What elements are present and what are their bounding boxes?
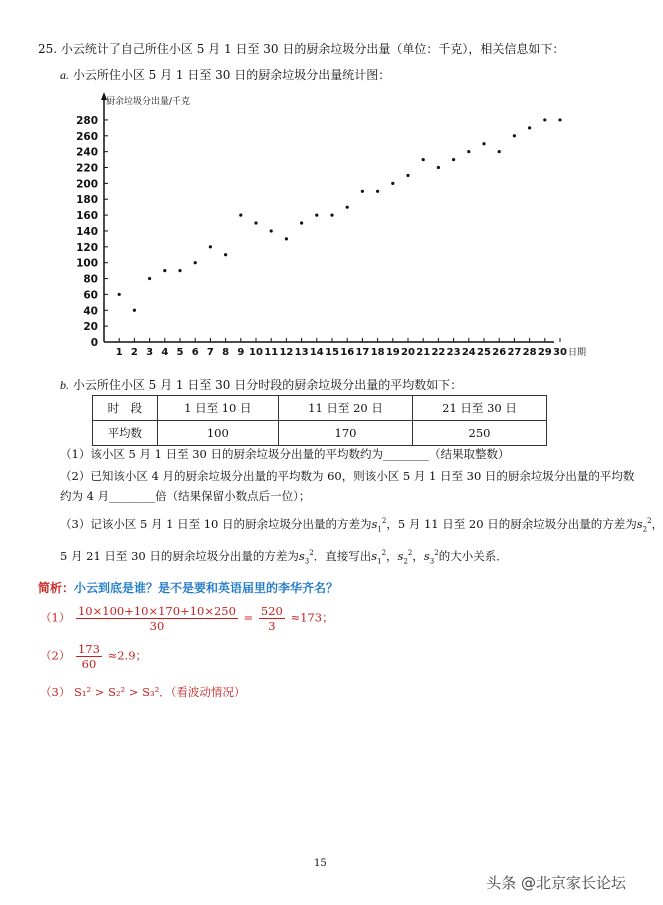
x-tick-label: 27 <box>507 347 522 358</box>
data-point <box>346 206 349 209</box>
x-tick-label: 30 <box>553 347 567 358</box>
fraction-numerator: 520 <box>260 604 283 618</box>
fraction <box>76 604 238 633</box>
x-tick-label: 25 <box>477 347 491 358</box>
x-tick-label: 7 <box>206 347 214 358</box>
y-axis-label: 厨余垃圾分出量/千克 <box>106 97 191 107</box>
y-tick-label: 180 <box>76 194 98 207</box>
analysis-prefix: 简析： <box>38 581 75 595</box>
table-cell: 100 <box>157 421 278 446</box>
question-3-text-c: 5 月 21 日至 30 日的厨余垃圾分出量的方差为 <box>60 549 299 563</box>
data-point <box>270 229 273 232</box>
table-cell: 250 <box>412 421 546 446</box>
data-point <box>498 150 501 153</box>
data-point <box>467 150 470 153</box>
data-point <box>406 174 409 177</box>
question-3-line-1: （3）记该小区 5 月 1 日至 10 日的厨余垃圾分出量的方差为$s_1^2$，5 月 11 日至 20 日的厨余垃圾分出量的方差为$s_2^2$， <box>60 517 663 534</box>
question-3-line-2: 5 月 21 日至 30 日的厨余垃圾分出量的方差为$s_3^2$．直接写出$s_1^2$，$s_2^2$，$s_3^2$的大小关系． <box>60 549 508 566</box>
data-point <box>376 190 379 193</box>
y-tick-label: 0 <box>90 337 98 349</box>
data-point <box>437 166 440 169</box>
data-point <box>315 214 318 217</box>
y-tick-label: 80 <box>83 273 98 286</box>
analysis-text: 小云到底是谁？是不是要和英语届里的李华齐名？ <box>74 581 339 595</box>
fraction-numerator: 173 <box>77 642 100 656</box>
answer-2-label: （2） <box>40 648 71 663</box>
data-point <box>209 245 212 248</box>
data-point <box>422 158 425 161</box>
part-b-text: 小云所住小区 5 月 1 日至 30 日分时段的厨余垃圾分出量的平均数如下： <box>72 378 463 392</box>
x-tick-label: 21 <box>416 347 431 358</box>
data-point <box>254 221 257 224</box>
table-cell: 21 日至 30 日 <box>412 396 546 421</box>
data-point <box>194 261 197 264</box>
y-tick-label: 60 <box>83 289 98 302</box>
question-3-text-d: ．直接写出 <box>313 549 372 563</box>
y-tick-label: 20 <box>83 321 98 334</box>
table-row <box>93 421 547 446</box>
y-tick-label: 220 <box>76 162 98 175</box>
x-tick-label: 24 <box>461 347 476 358</box>
x-tick-label: 10 <box>249 347 263 358</box>
data-point <box>178 269 181 272</box>
answer-3-label: （3） <box>40 685 71 699</box>
watermark: 头条 @北京家长论坛 <box>486 874 626 892</box>
data-point <box>148 277 151 280</box>
x-axis-label: 日期 <box>568 348 587 358</box>
question-text: 小云统计了自己所住小区 5 月 1 日至 30 日的厨余垃圾分出量（单位：千克），相关信息如下： <box>60 42 565 56</box>
x-tick-label: 28 <box>522 347 537 358</box>
x-tick-label: 12 <box>279 347 294 358</box>
fraction-numerator: 10×100+10×170+10×250 <box>77 604 236 618</box>
question-number: 25. <box>38 42 58 56</box>
part-a <box>60 66 390 83</box>
x-tick-label: 22 <box>431 347 446 358</box>
question-3-text-b: ，5 月 11 日至 20 日的厨余垃圾分出量的方差为 <box>386 517 637 531</box>
fraction <box>259 604 285 633</box>
equals-sign: = <box>243 610 254 625</box>
y-tick-label: 120 <box>76 241 98 254</box>
y-tick-label: 140 <box>76 225 98 238</box>
analysis-note <box>38 579 338 596</box>
answer-2-result: ≈2.9； <box>107 648 148 663</box>
part-a-text: 小云所住小区 5 月 1 日至 30 日的厨余垃圾分出量统计图： <box>72 68 391 82</box>
x-tick-label: 4 <box>161 347 169 358</box>
x-tick-label: 3 <box>146 347 154 358</box>
table-cell: 170 <box>279 421 413 446</box>
y-tick-label: 200 <box>76 178 98 191</box>
data-point <box>224 253 227 256</box>
x-tick-label: 2 <box>130 347 138 358</box>
x-tick-label: 19 <box>385 347 400 358</box>
y-tick-label: 240 <box>76 146 98 159</box>
data-point <box>361 190 364 193</box>
data-point <box>528 126 531 129</box>
answer-3 <box>40 684 245 700</box>
table-cell: 11 日至 20 日 <box>279 396 413 421</box>
y-tick-label: 260 <box>76 130 98 143</box>
x-tick-label: 29 <box>537 347 552 358</box>
x-tick-label: 16 <box>340 347 355 358</box>
x-tick-label: 23 <box>446 347 461 358</box>
x-tick-label: 20 <box>401 347 415 358</box>
data-point <box>452 158 455 161</box>
table-cell: 平均数 <box>93 421 158 446</box>
part-b-label: b. <box>60 378 69 392</box>
data-point <box>543 118 546 121</box>
question-3-text-e: 的大小关系． <box>438 549 508 563</box>
question-stem <box>38 40 564 57</box>
table-cell: 1 日至 10 日 <box>157 396 278 421</box>
data-point <box>300 221 303 224</box>
part-a-label: a. <box>60 68 69 82</box>
data-point <box>330 214 333 217</box>
answer-2 <box>40 642 147 671</box>
x-tick-label: 14 <box>309 347 324 358</box>
x-tick-label: 15 <box>325 347 339 358</box>
answer-1-result: ≈173； <box>290 610 334 625</box>
x-tick-label: 9 <box>237 347 245 358</box>
table-header-row <box>93 396 547 421</box>
average-table <box>92 395 547 446</box>
part-b <box>60 376 462 393</box>
y-tick-label: 100 <box>76 257 98 270</box>
answer-1 <box>40 604 334 633</box>
data-point <box>239 214 242 217</box>
data-point <box>391 182 394 185</box>
x-tick-label: 8 <box>222 347 230 358</box>
y-tick-label: 160 <box>76 210 98 223</box>
y-tick-label: 40 <box>83 305 98 318</box>
data-point <box>558 118 561 121</box>
data-point <box>482 142 485 145</box>
data-point <box>163 269 166 272</box>
question-2-line-2: 约为 4 月________倍（结果保留小数点后一位）； <box>60 489 311 503</box>
question-1: （1）该小区 5 月 1 日至 30 日的厨余垃圾分出量的平均数约为________（结果取整数） <box>60 447 510 461</box>
x-tick-label: 11 <box>264 347 279 358</box>
data-point <box>513 134 516 137</box>
page-number: 15 <box>314 858 327 869</box>
scatter-chart <box>60 90 587 365</box>
x-tick-label: 18 <box>370 347 385 358</box>
table-cell: 时 段 <box>93 396 158 421</box>
data-point <box>133 309 136 312</box>
y-tick-label: 280 <box>76 114 98 127</box>
data-point <box>118 293 121 296</box>
fraction <box>76 642 102 671</box>
answer-1-label: （1） <box>40 610 71 625</box>
x-tick-label: 1 <box>115 347 123 358</box>
x-tick-label: 13 <box>294 347 309 358</box>
question-3-text-a: （3）记该小区 5 月 1 日至 10 日的厨余垃圾分出量的方差为 <box>60 517 372 531</box>
question-2-line-1: （2）已知该小区 4 月的厨余垃圾分出量的平均数为 60，则该小区 5 月 1 日至 30 日的厨余垃圾分出量的平均数 <box>60 469 635 483</box>
fraction-denominator: 3 <box>268 619 276 633</box>
fraction-denominator: 30 <box>149 619 165 633</box>
answer-3-text: S₁² > S₂² > S₃²．（看波动情况） <box>73 685 246 699</box>
x-tick-label: 26 <box>492 347 507 358</box>
x-tick-label: 17 <box>355 347 370 358</box>
x-tick-label: 6 <box>191 347 199 358</box>
data-point <box>285 237 288 240</box>
x-tick-label: 5 <box>176 347 184 358</box>
fraction-denominator: 60 <box>81 657 97 671</box>
